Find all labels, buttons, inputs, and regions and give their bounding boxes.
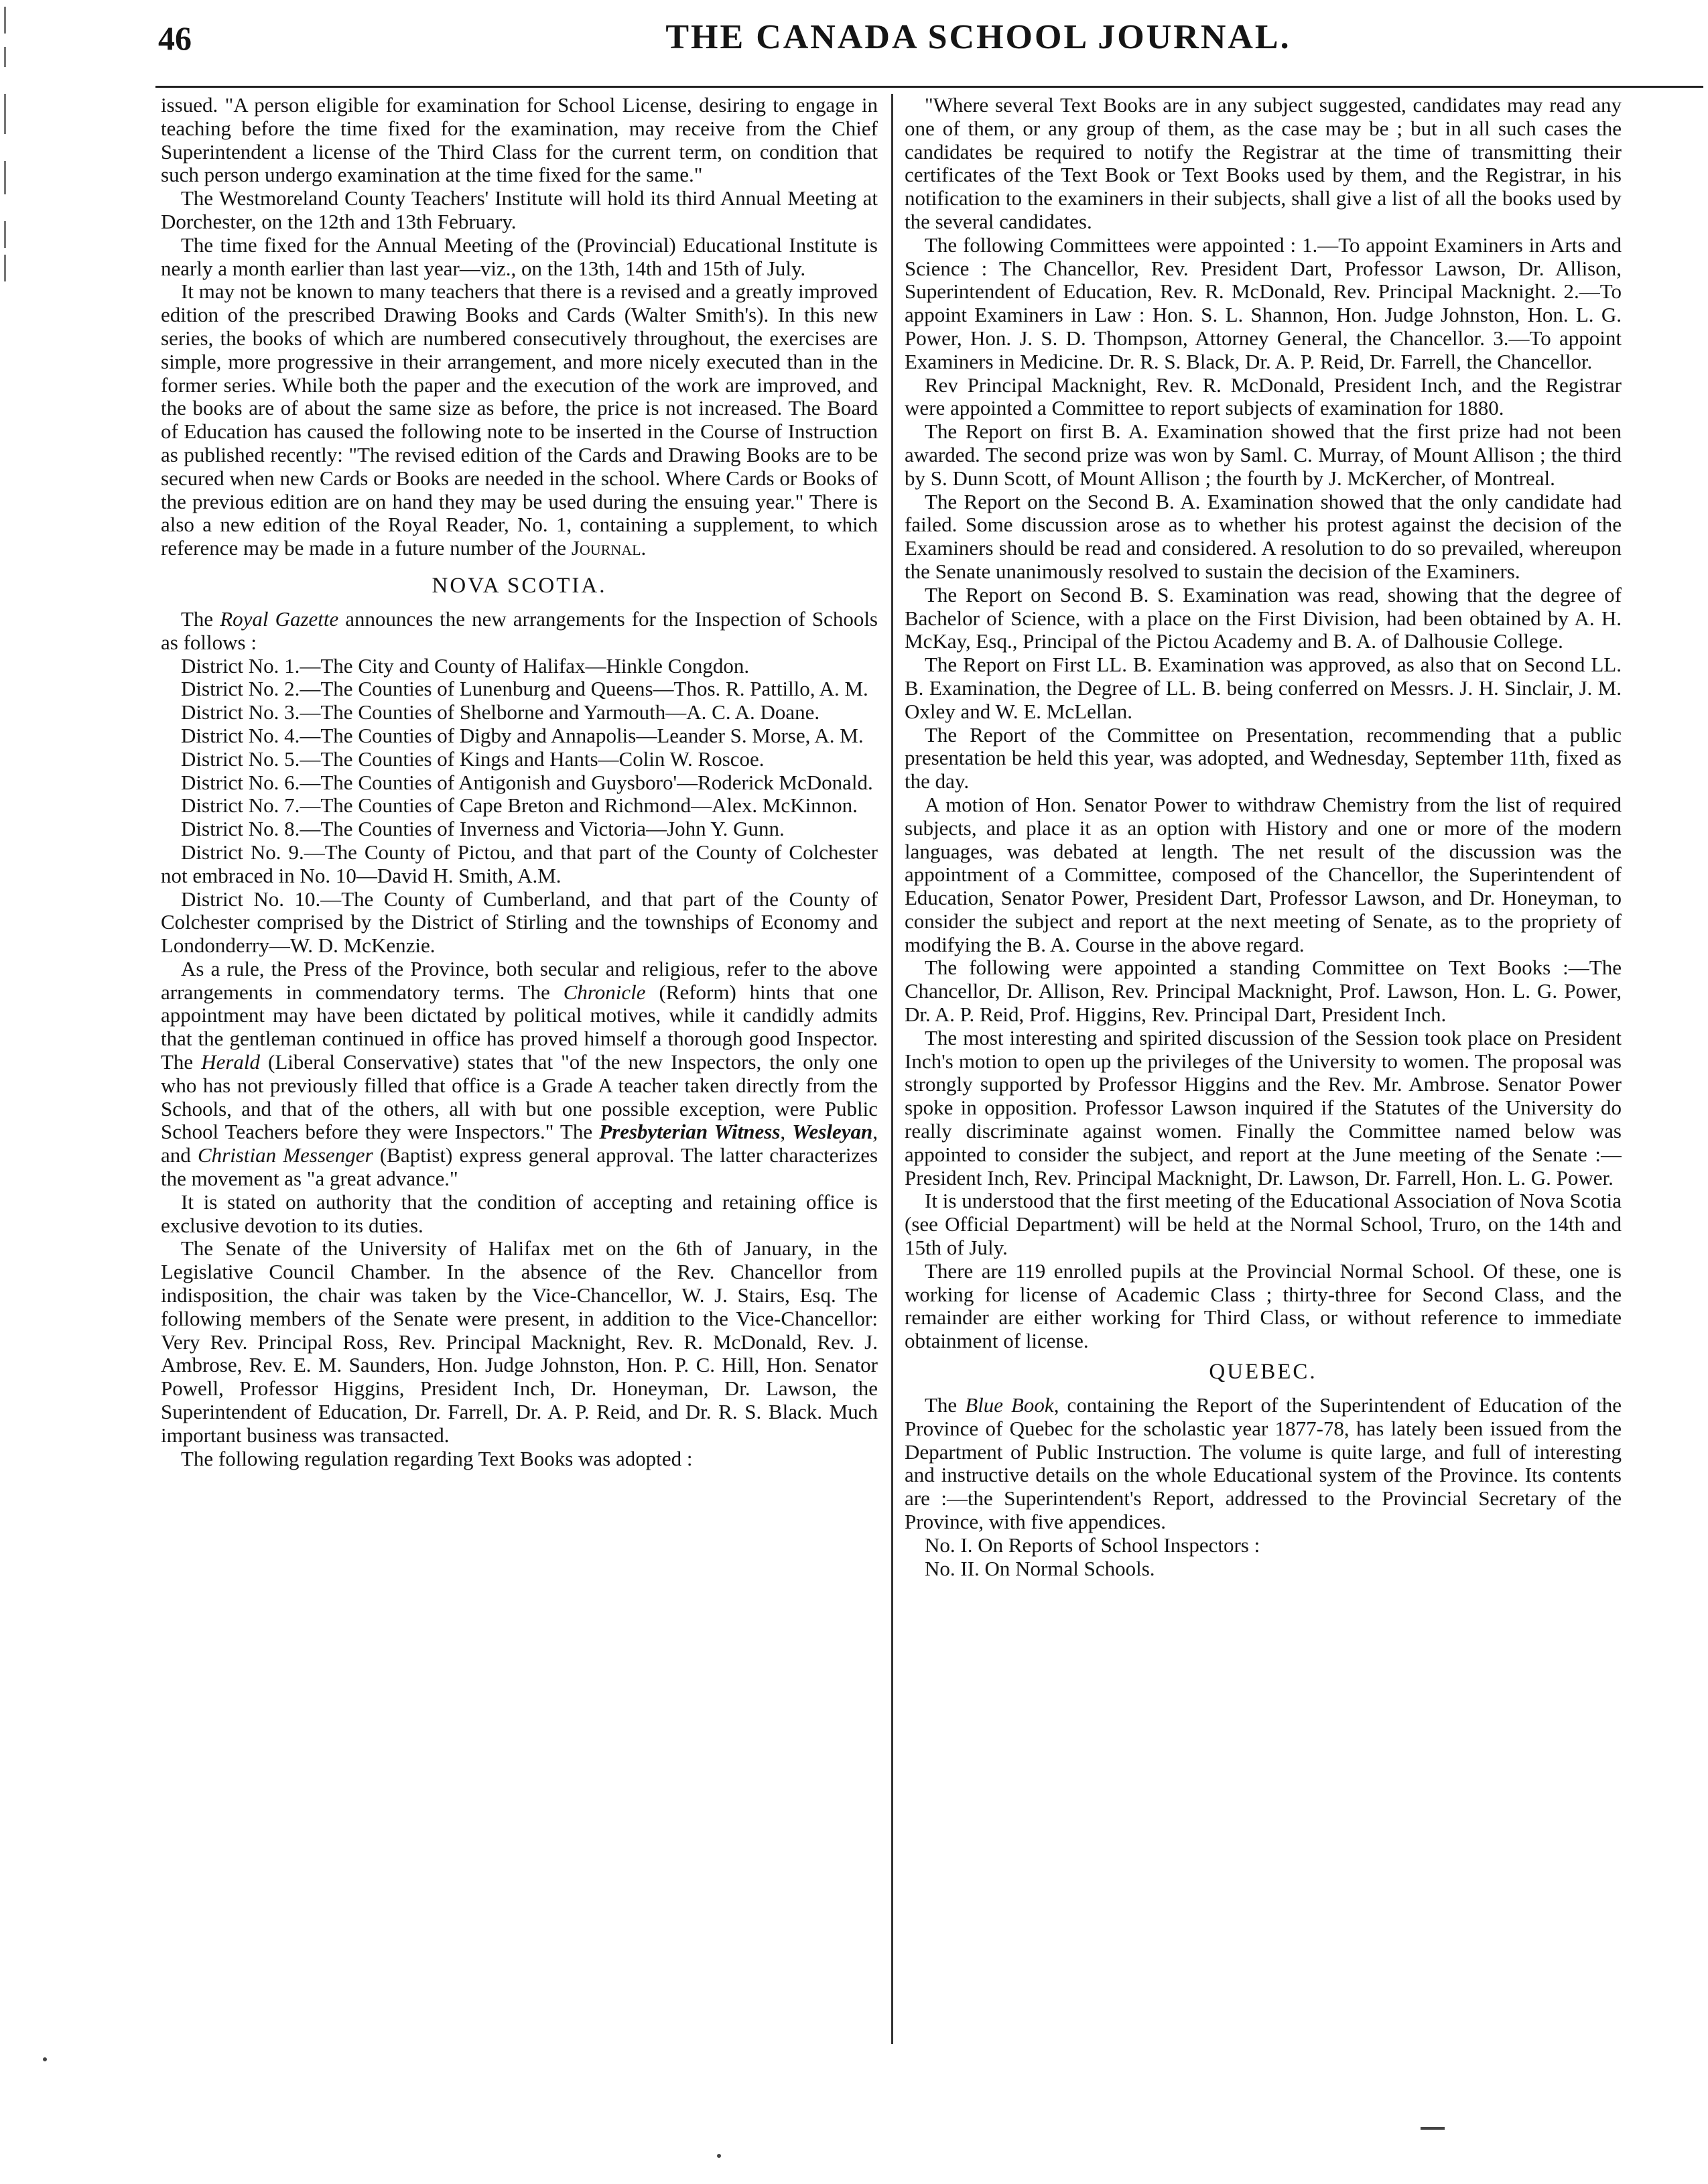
- district-item: District No. 5.—The Counties of Kings and Hants—Colin W. Roscoe.: [181, 747, 765, 771]
- print-dash: [1421, 2127, 1445, 2130]
- header-rule: [155, 86, 1703, 88]
- appendix-item: No. I. On Reports of School Inspectors :: [925, 1533, 1260, 1557]
- print-speck: [43, 2057, 47, 2061]
- paragraph: "Where several Text Books are in any subject suggested, candidates may read any one of them, or any group of them, as the case may be ; but in all such cases the candidates be required to notify the Registrar at the time of transmitting their certificates of the Text Book or Text Books used by them, and the Registrar, in his notification to the examiners in their subjects, shall give a list of all the books used by the several candidates.: [905, 94, 1622, 233]
- paragraph: As a rule, the Press of the Province, both secular and religious, refer to the above arrangements in commendatory terms. The Chronicle (Reform) hints that one appointment may have been dictated by political motives, while it candidly admits that the gentleman continued in office has proved himself a thorough good Inspector. The Herald (Liberal Conservative) states that "of the new Inspectors, the only one who has not previously filled that office is a Grade A teacher taken directly from the Schools, and that of the others, all with but one possible exception, were Public School Teachers before they were Inspectors." The Presbyterian Witness, Wesleyan, and Christian Messenger (Baptist) express general approval. The latter characterizes the movement as "a great advance.": [161, 956, 878, 1191]
- page-header: [0, 15, 1708, 68]
- page-number: 46: [158, 19, 192, 57]
- district-item: District No. 1.—The City and County of Halifax—Hinkle Congdon.: [181, 653, 750, 678]
- paragraph: A motion of Hon. Senator Power to withdraw Chemistry from the list of required subjects, and place it as an option with History and one or more of the modern languages, was debated at length. The net result of the discussion was the appointment of a Committee, composed of the Chancellor, the Superintendent of Education, Senator Power, President Dart, Professor Lawson, and Dr. Honeyman, to consider the subject and report at the next meeting of Senate, as to the propriety of modifying the B. A. Course in the above regard.: [905, 792, 1622, 956]
- paragraph: The following regulation regarding Text Books was adopted :: [181, 1446, 693, 1470]
- paragraph: It is understood that the first meeting of the Educational Association of Nova Scotia (see Official Department) will be held at the Normal School, Truro, on the 14th and 15th of July.: [905, 1189, 1622, 1260]
- paragraph: The Report of the Committee on Presentation, recommending that a public presentation be held this year, was adopted, and Wednesday, September 11th, fixed as the day.: [905, 722, 1622, 793]
- column-divider: [891, 94, 893, 2044]
- district-item: District No. 2.—The Counties of Lunenburg and Queens—Thos. R. Pattillo, A. M.: [181, 677, 868, 701]
- paragraph: The Report on the Second B. A. Examination showed that the only candidate had failed. Some discussion arose as to whether his protest against the decision of the Examiners should be read and considered. A resolution to do so prevailed, whereupon the Senate unanimously resolved to sustain the decision of the Examiners.: [905, 489, 1622, 583]
- left-column: [161, 94, 878, 2104]
- district-item: District No. 10.—The County of Cumberland, and that part of the County of Colchester comprised by the District of Stirling and the townships of Economy and Londonderry—W. D. McKenzie.: [161, 887, 878, 958]
- paragraph: The following were appointed a standing Committee on Text Books :—The Chancellor, Dr. Allison, Rev. Principal Macknight, Prof. Lawson, Hon. L. G. Power, Dr. A. P. Reid, Prof. Higgins, Rev. Principal Dart, President Inch.: [905, 956, 1622, 1027]
- journal-title: THE CANADA SCHOOL JOURNAL.: [665, 18, 1291, 56]
- paragraph: issued. "A person eligible for examination for School License, desiring to engage in teaching before the time fixed for the examination, may receive from the Chief Superintendent a license of the Third Class for the current term, on condition that such person undergo examination at the time fixed for the same.": [161, 94, 878, 187]
- paragraph: The Report on first B. A. Examination showed that the first prize had not been awarded. The second prize was won by Saml. C. Murray, of Mount Allison ; the third by S. Dunn Scott, of Mount Allison ; the fourth by J. McKercher, of Montreal.: [905, 420, 1622, 490]
- paragraph: It may not be known to many teachers that there is a revised and a greatly improved edition of the prescribed Drawing Books and Cards (Walter Smith's). In this new series, the books of which are numbered consecutively throughout, the exercises are simple, more progressive in their arrangement, and more nicely executed than in the former series. While both the paper and the execution of the work are improved, and the books are of about the same size as before, the price is not increased. The Board of Education has caused the following note to be inserted in the Course of Instruction as published recently: "The revised edition of the Cards and Drawing Books are to be secured when new Cards or Books are needed in the school. Where Cards or Books of the previous edition are on hand they may be used during the ensuing year." There is also a new edition of the Royal Reader, No. 1, containing a supplement, to which reference may be made in a future number of the Journal.: [161, 279, 878, 560]
- paragraph: The Report on Second B. S. Examination was read, showing that the degree of Bachelor of Science, with a place on the First Division, had been obtained by A. H. McKay, Esq., Principal of the Pictou Academy and B. A. of Dalhousie College.: [905, 582, 1622, 653]
- district-item: District No. 6.—The Counties of Antigonish and Guysboro'—Roderick McDonald.: [181, 770, 873, 794]
- paragraph: The Royal Gazette announces the new arrangements for the Inspection of Schools as follows :: [161, 606, 878, 654]
- district-item: District No. 9.—The County of Pictou, and that part of the County of Colchester not embraced in No. 10—David H. Smith, A.M.: [161, 840, 878, 887]
- right-column: [905, 94, 1622, 2104]
- district-item: District No. 3.—The Counties of Shelborne and Yarmouth—A. C. A. Doane.: [181, 700, 820, 724]
- appendix-item: No. II. On Normal Schools.: [925, 1556, 1155, 1580]
- paragraph: The most interesting and spirited discussion of the Session took place on President Inch's motion to open up the privileges of the University to women. The proposal was strongly supported by Professor Higgins and the Rev. Mr. Ambrose. Senator Power spoke in opposition. Professor Lawson inquired if the Statutes of the University do really discriminate against women. Finally the Committee named below was appointed to consider the subject, and report at the June meeting of the Senate :—President Inch, Rev. Principal Macknight, Dr. Lawson, Dr. Farrell, Hon. L. G. Power.: [905, 1025, 1622, 1190]
- district-item: District No. 4.—The Counties of Digby and Annapolis—Leander S. Morse, A. M.: [181, 723, 864, 747]
- paragraph: Rev Principal Macknight, Rev. R. McDonald, President Inch, and the Registrar were appointed a Committee to report subjects of examination for 1880.: [905, 373, 1622, 420]
- print-speck: [717, 2154, 721, 2158]
- paragraph: There are 119 enrolled pupils at the Provincial Normal School. Of these, one is working for license of Academic Class ; thirty-three for Second Class, and the remainder are either working for Third Class, or without reference to immediate obtainment of license.: [905, 1259, 1622, 1353]
- paragraph: The Blue Book, containing the Report of the Superintendent of Education of the Province of Quebec for the scholastic year 1877-78, has lately been issued from the Department of Public Instruction. The volume is quite large, and full of interesting and instructive details on the whole Educational system of the Province. Its contents are :—the Superintendent's Report, addressed to the Provincial Secretary of the Province, with five appendices.: [905, 1393, 1622, 1534]
- paragraph: It is stated on authority that the condition of accepting and retaining office is exclusive devotion to its duties.: [161, 1190, 878, 1237]
- paragraph: The Senate of the University of Halifax met on the 6th of January, in the Legislative Council Chamber. In the absence of the Rev. Chancellor from indisposition, the chair was taken by the Vice-Chancellor, W. J. Stairs, Esq. The following members of the Senate were present, in addition to the Vice-Chancellor: Very Rev. Principal Ross, Rev. Principal Macknight, Rev. R. McDonald, Rev. J. Ambrose, Rev. E. M. Saunders, Hon. Judge Johnston, Hon. P. C. Hill, Hon. Senator Powell, Professor Higgins, President Inch, Dr. Honeyman, Dr. Lawson, the Superintendent of Education, Dr. Farrell, Dr. A. P. Reid, and Dr. R. S. Black. Much important business was transacted.: [161, 1236, 878, 1447]
- paragraph: The following Committees were appointed : 1.—To appoint Examiners in Arts and Science : The Chancellor, Rev. President Dart, Professor Lawson, Dr. Allison, Superintendent of Education, Rev. R. McDonald, Rev. Principal Macknight. 2.—To appoint Examiners in Law : Hon. S. L. Shannon, Hon. Judge Johnston, Hon. L. G. Power, Hon. J. S. D. Thompson, Attorney General, the Chancellor. 3.—To appoint Examiners in Medicine. Dr. R. S. Black, Dr. A. P. Reid, Dr. Farrell, the Chancellor.: [905, 233, 1622, 373]
- district-item: District No. 7.—The Counties of Cape Breton and Richmond—Alex. McKinnon.: [181, 793, 858, 818]
- district-item: District No. 8.—The Counties of Inverness and Victoria—John Y. Gunn.: [181, 817, 785, 841]
- paragraph: The time fixed for the Annual Meeting of the (Provincial) Educational Institute is nearly a month earlier than last year—viz., on the 13th, 14th and 15th of July.: [161, 233, 878, 280]
- paragraph: The Report on First LL. B. Examination was approved, as also that on Second LL. B. Examination, the Degree of LL. B. being conferred on Messrs. J. H. Sinclair, J. M. Oxley and W. E. McLellan.: [905, 653, 1622, 723]
- paragraph: The Westmoreland County Teachers' Institute will hold its third Annual Meeting at Dorchester, on the 12th and 13th February.: [161, 186, 878, 233]
- section-heading-nova-scotia: NOVA SCOTIA.: [432, 573, 607, 598]
- section-heading-quebec: QUEBEC.: [1209, 1360, 1317, 1385]
